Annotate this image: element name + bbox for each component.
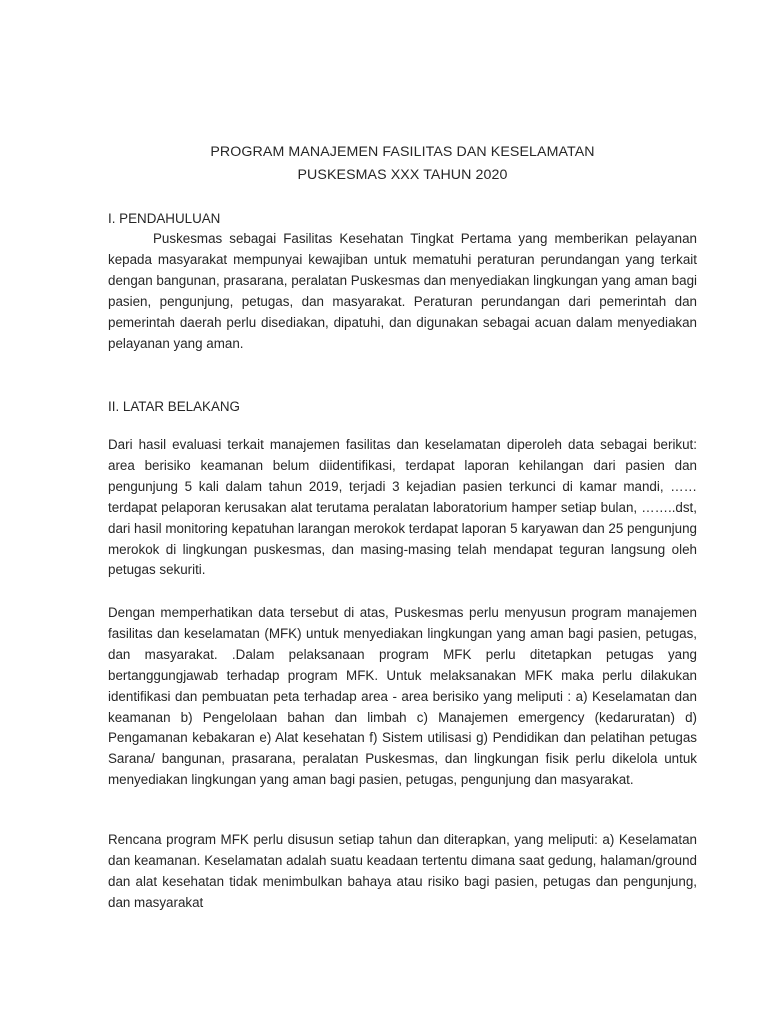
title-line-2: PUSKESMAS XXX TAHUN 2020 <box>297 167 508 183</box>
section-1-heading: I. PENDAHULUAN <box>108 211 221 226</box>
section-1-paragraph: Puskesmas sebagai Fasilitas Kesehatan Tingkat Pertama yang memberikan pelayanan kepada masyarakat mempunyai kewajiban untuk mematuhi peraturan perundangan yang terkait dengan bangunan, prasarana, peralatan Puskesmas dan menyediakan lingkungan yang aman bagi pasien, pengunjung, petugas, dan masyarakat. Peraturan perundangan dari pemerintah dan pemerintah daerah perlu disediakan, dipatuhi, dan digunakan sebagai acuan dalam menyediakan pelayanan yang aman. <box>108 231 697 351</box>
section-2-heading: II. LATAR BELAKANG <box>108 399 240 414</box>
section-2-paragraph-3: Rencana program MFK perlu disusun setiap tahun dan diterapkan, yang meliputi: a) Keselamatan dan keamanan. Keselamatan adalah suatu keadaan tertentu dimana saat gedung, halaman/ground dan alat kesehatan tidak menimbulkan bahaya atau risiko bagi pasien, petugas dan pengunjung, dan masyarakat <box>108 832 697 910</box>
section-2-paragraph-1: Dari hasil evaluasi terkait manajemen fasilitas dan keselamatan diperoleh data sebagai berikut: area berisiko keamanan belum diidentifikasi, terdapat laporan kehilangan dari pasien dan pengunjung 5 kali dalam tahun 2019, terjadi 3 kejadian pasien terkunci di kamar mandi, …… terdapat pelaporan kerusakan alat terutama peralatan laboratorium hamper setiap bulan, ……..dst, dari hasil monitoring kepatuhan larangan merokok terdapat laporan 5 karyawan dan 25 pengunjung merokok di lingkungan puskesmas, dan masing-masing telah mendapat teguran langsung oleh petugas sekuriti. <box>108 437 697 578</box>
section-2-paragraph-2: Dengan memperhatikan data tersebut di atas, Puskesmas perlu menyusun program manajemen fasilitas dan keselamatan (MFK) untuk menyediakan lingkungan yang aman bagi pasien, petugas, dan masyarakat. .Dalam pelaksanaan program MFK perlu ditetapkan petugas yang bertanggungjawab terhadap program MFK. Untuk melaksanakan MFK maka perlu dilakukan identifikasi dan pembuatan peta terhadap area - area berisiko yang meliputi : a) Keselamatan dan keamanan b) Pengelolaan bahan dan limbah c) Manajemen emergency (kedaruratan) d) Pengamanan kebakaran e) Alat kesehatan f) Sistem utilisasi g) Pendidikan dan pelatihan petugas Sarana/ bangunan, prasarana, peralatan Puskesmas, dan lingkungan fisik perlu dikelola untuk menyediakan lingkungan yang aman bagi pasien, petugas, pengunjung dan masyarakat. <box>108 605 697 788</box>
section-pendahuluan <box>108 209 697 354</box>
document-title <box>108 141 697 187</box>
title-line-1: PROGRAM MANAJEMEN FASILITAS DAN KESELAMATAN <box>210 144 595 160</box>
